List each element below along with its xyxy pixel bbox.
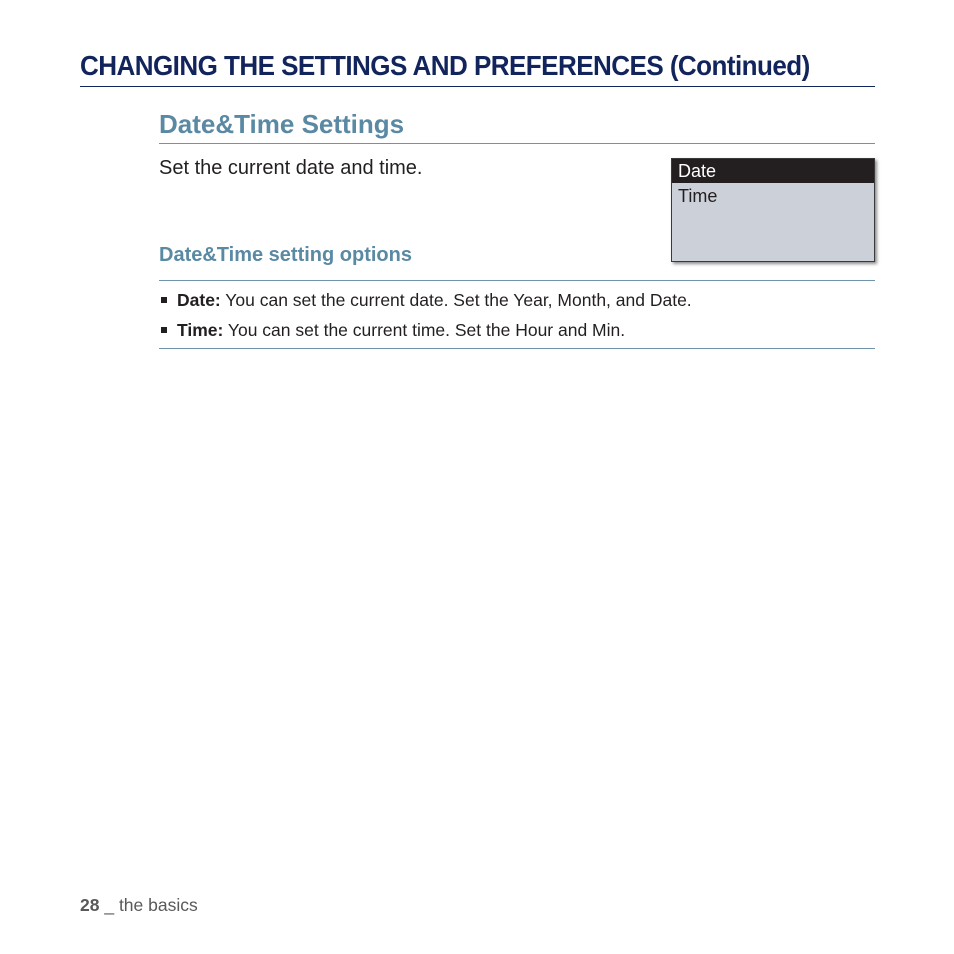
section-title: Date&Time Settings (159, 109, 405, 139)
square-bullet-icon (161, 297, 167, 303)
screen-menu-item-time: Time (678, 186, 718, 206)
list-item (159, 288, 875, 318)
footer-separator: _ (99, 895, 119, 915)
option-description: You can set the current time. Set the Hour and Min. (223, 320, 626, 340)
options-list (159, 288, 875, 348)
device-screen-illustration (671, 158, 875, 262)
page-title: CHANGING THE SETTINGS AND PREFERENCES (Continued) (80, 50, 810, 81)
screen-menu-item-date: Date (672, 159, 874, 183)
option-description: You can set the current date. Set the Year, Month, and Date. (220, 290, 692, 310)
section-divider (159, 143, 875, 144)
options-title: Date&Time setting options (159, 244, 412, 266)
options-divider (159, 280, 875, 281)
page-number: 28 (80, 895, 100, 915)
list-item (159, 318, 875, 348)
option-term: Date: (177, 290, 221, 310)
intro-text: Set the current date and time. (159, 157, 423, 179)
square-bullet-icon (161, 327, 167, 333)
title-divider (80, 86, 875, 87)
options-end-divider (159, 348, 875, 349)
page-footer (80, 895, 198, 916)
option-term: Time: (177, 320, 224, 340)
footer-section: the basics (118, 895, 198, 915)
